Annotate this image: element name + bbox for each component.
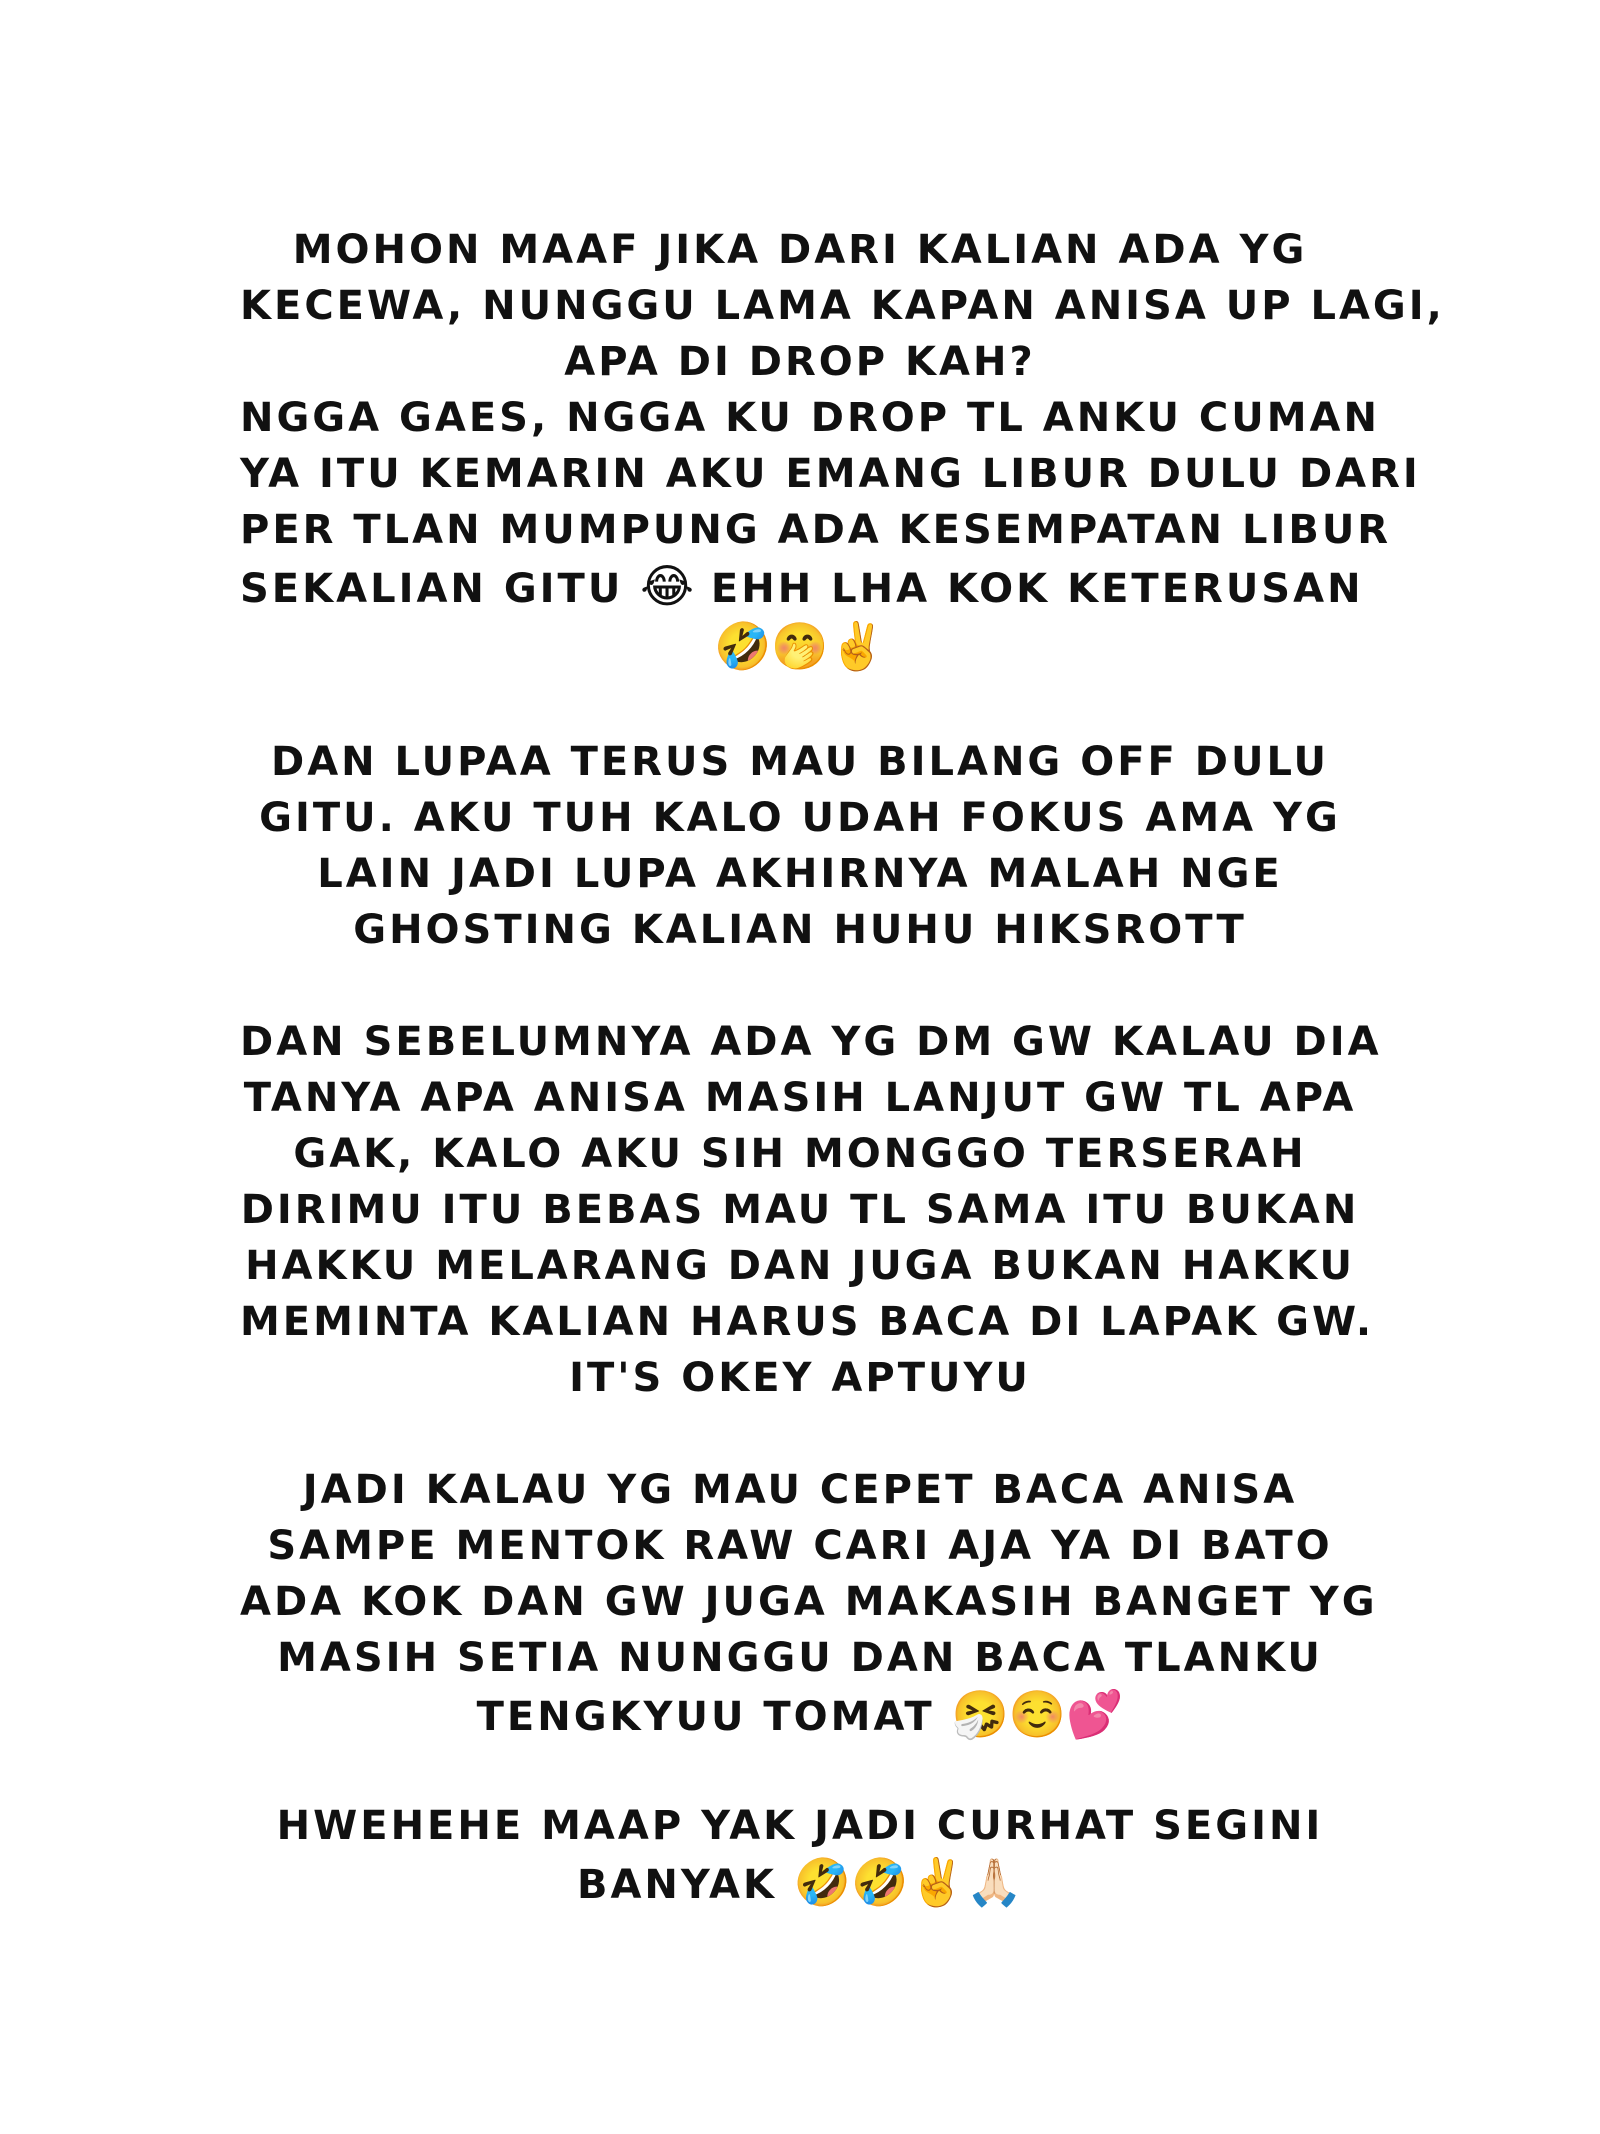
- text-line: DAN LUPAA TERUS MAU BILANG OFF DULU: [270, 739, 1329, 785]
- text-line-with-emoji: [240, 558, 1364, 614]
- text-line: GAK, KALO AKU SIH MONGGO TERSERAH: [293, 1131, 1307, 1177]
- text-line: IT'S OKEY APTUYU: [569, 1355, 1031, 1401]
- text-line: MOHON MAAF JIKA DARI KALIAN ADA YG: [292, 227, 1308, 273]
- text-line: YA ITU KEMARIN AKU EMANG LIBUR DULU DARI: [240, 451, 1421, 497]
- text-line: NGGA GAES, NGGA KU DROP TL ANKU CUMAN: [240, 395, 1380, 441]
- paragraph-forgot: [240, 734, 1360, 958]
- text-line: MEMINTA KALIAN HARUS BACA DI LAPAK GW.: [240, 1299, 1375, 1345]
- text-line: DIRIMU ITU BEBAS MAU TL SAMA ITU BUKAN: [240, 1187, 1360, 1233]
- text-line: MASIH SETIA NUNGGU DAN BACA TLANKU: [277, 1635, 1323, 1681]
- text-line: ADA KOK DAN GW JUGA MAKASIH BANGET YG: [240, 1579, 1378, 1625]
- text-line: TANYA APA ANISA MASIH LANJUT GW TL APA: [243, 1075, 1357, 1121]
- text-fragment: SEKALIAN GITU: [240, 566, 641, 612]
- paragraph-apology: [240, 222, 1445, 678]
- text-line: KECEWA, NUNGGU LAMA KAPAN ANISA UP LAGI,: [240, 283, 1445, 329]
- text-line: JADI KALAU YG MAU CEPET BACA ANISA: [302, 1467, 1298, 1513]
- text-line: GITU. AKU TUH KALO UDAH FOKUS AMA YG: [259, 795, 1341, 841]
- laughing-tears-emoji-icon: 😂: [640, 559, 694, 613]
- rofl-hand-over-mouth-peace-emoji-icon: 🤣🤭✌️: [714, 619, 886, 673]
- text-line-with-emoji: [240, 1854, 1360, 1910]
- text-fragment: EHH LHA KOK KETERUSAN: [693, 566, 1364, 612]
- announcement-text: [240, 222, 1445, 1966]
- sneeze-smile-hearts-emoji-icon: 🤧☺️💕: [951, 1687, 1124, 1741]
- text-line: APA DI DROP KAH?: [564, 339, 1036, 385]
- text-line: HAKKU MELARANG DAN JUGA BUKAN HAKKU: [245, 1243, 1355, 1289]
- text-line: HWEHEHE MAAP YAK JADI CURHAT SEGINI: [276, 1803, 1324, 1849]
- text-fragment: BANYAK: [576, 1862, 794, 1908]
- rofl-peace-pray-emoji-icon: 🤣🤣✌️🙏🏻: [793, 1855, 1024, 1909]
- text-fragment: TENGKYUU TOMAT: [476, 1694, 952, 1740]
- paragraph-closing: [240, 1798, 1360, 1910]
- paragraph-thanks: [240, 1462, 1378, 1742]
- text-line: GHOSTING KALIAN HUHU HIKSROTT: [353, 907, 1247, 953]
- text-line: DAN SEBELUMNYA ADA YG DM GW KALAU DIA: [240, 1019, 1382, 1065]
- text-line: SAMPE MENTOK RAW CARI AJA YA DI BATO: [267, 1523, 1333, 1569]
- emoji-line: [240, 614, 1360, 678]
- text-line: PER TLAN MUMPUNG ADA KESEMPATAN LIBUR: [240, 507, 1392, 553]
- text-line-with-emoji: [240, 1686, 1360, 1742]
- text-line: LAIN JADI LUPA AKHIRNYA MALAH NGE: [317, 851, 1283, 897]
- paragraph-dm: [240, 1014, 1382, 1406]
